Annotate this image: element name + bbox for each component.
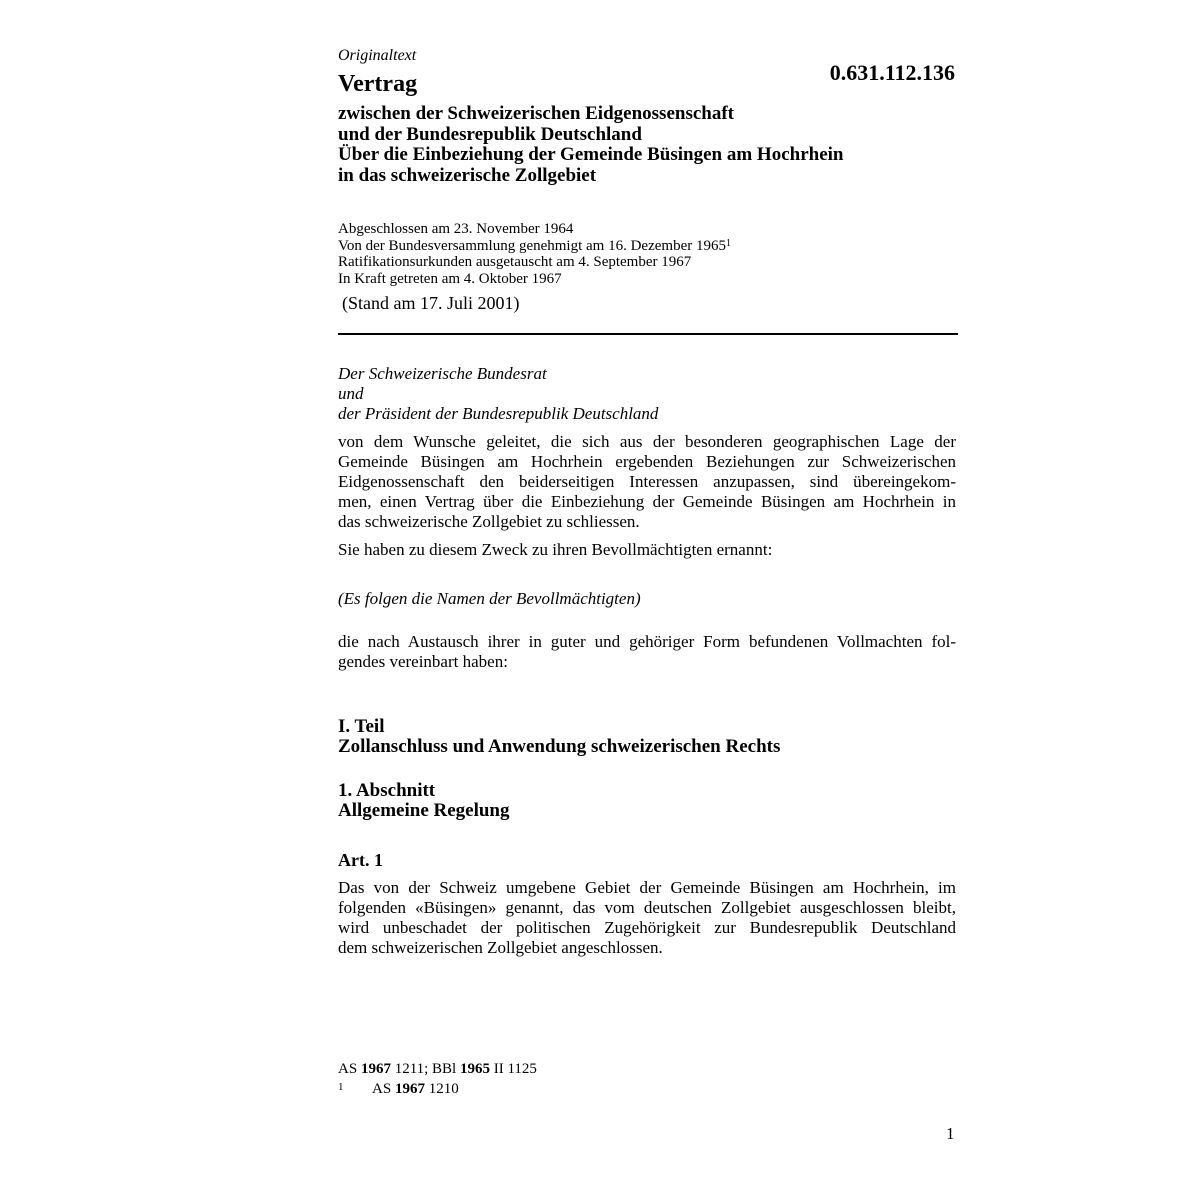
preamble-parties (338, 364, 658, 424)
plenipotentiaries-note: (Es folgen die Namen der Bevollmächtigten) (338, 589, 641, 608)
stand-date: (Stand am 17. Juli 2001) (342, 293, 520, 313)
concluded-date: Abgeschlossen am 23. November 1964 (338, 221, 574, 237)
source-reference (338, 1059, 537, 1079)
text-line: von dem Wunsche geleitet, die sich aus der besonderen geographischen Lage der (338, 432, 956, 451)
footnote-suffix: 1210 (424, 1081, 459, 1097)
document-title: Vertrag (338, 71, 418, 97)
article-heading: Art. 1 (338, 850, 383, 870)
section-title: Allgemeine Regelung (338, 800, 510, 821)
text-line: gendes vereinbart haben: (338, 652, 508, 671)
approved-date: Von der Bundesversammlung genehmigt am 16. Dezember 1965 (338, 237, 726, 254)
preamble-paragraph (338, 432, 956, 532)
source-suffix: II 1125 (489, 1061, 537, 1077)
original-text-label: Originaltext (338, 47, 417, 64)
footnote-1 (338, 1079, 537, 1099)
footnote-prefix: AS (372, 1081, 395, 1097)
text-line: wird unbeschadet der politischen Zugehörigkeit zur Bundesrepublik Deutschland (338, 918, 956, 937)
text-line: die nach Austausch ihrer in guter und gehöriger Form befundenen Vollmachten fol- (338, 632, 956, 651)
section-label: 1. Abschnitt (338, 780, 436, 801)
source-prefix: AS (338, 1061, 361, 1077)
treaty-dates (338, 221, 731, 287)
party-conjunction: und (338, 384, 364, 403)
article-paragraph (338, 878, 956, 958)
agreement-paragraph (338, 632, 956, 672)
party-swiss: Der Schweizerische Bundesrat (338, 364, 547, 383)
part-title: Zollanschluss und Anwendung schweizerischen Rechts (338, 736, 781, 757)
plenipotentiaries-paragraph: Sie haben zu diesem Zweck zu ihren Bevollmächtigten ernannt: (338, 540, 773, 559)
part-heading (338, 717, 780, 757)
text-line: Gemeinde Büsingen am Hochrhein ergebenden Beziehungen zur Schweizerischen (338, 452, 956, 471)
document-subtitle (338, 104, 843, 186)
ratification-date: Ratifikationsurkunden ausgetauscht am 4. September 1967 (338, 254, 692, 270)
party-german: der Präsident der Bundesrepublik Deutschland (338, 404, 659, 423)
footnote-year: 1967 (394, 1081, 425, 1097)
text-line: folgenden «Büsingen» genannt, das vom deutschen Zollgebiet ausgeschlossen bleibt, (338, 898, 956, 917)
part-label: I. Teil (338, 716, 385, 737)
subtitle-line: in das schweizerische Zollgebiet (338, 164, 597, 186)
page-number: 1 (946, 1124, 955, 1143)
subtitle-line: zwischen der Schweizerischen Eidgenossenschaft (338, 103, 734, 124)
footnote-mark: 1 (338, 1081, 344, 1093)
text-line: men, einen Vertrag über die Einbeziehung der Gemeinde Büsingen am Hochrhein in (338, 492, 956, 511)
source-year: 1967 (360, 1061, 391, 1077)
sr-number: 0.631.112.136 (829, 60, 955, 85)
footnotes (338, 1059, 537, 1099)
source-year: 1965 (459, 1061, 490, 1077)
section-heading (338, 781, 510, 821)
approved-date-line (338, 238, 731, 255)
text-line: Eidgenossenschaft den beiderseitigen Interessen anzupassen, sind übereingekom- (338, 472, 956, 491)
text-line: das schweizerische Zollgebiet zu schliessen. (338, 512, 640, 531)
footnote-ref[interactable]: 1 (725, 237, 731, 249)
subtitle-line: Über die Einbeziehung der Gemeinde Büsingen am Hochrhein (338, 144, 844, 165)
header-divider (338, 333, 958, 335)
in-force-date: In Kraft getreten am 4. Oktober 1967 (338, 270, 562, 287)
text-line: dem schweizerischen Zollgebiet angeschlossen. (338, 938, 663, 957)
text-line: Das von der Schweiz umgebene Gebiet der Gemeinde Büsingen am Hochrhein, im (338, 878, 956, 897)
source-mid: 1211; BBl (390, 1061, 460, 1077)
subtitle-line: und der Bundesrepublik Deutschland (338, 123, 642, 145)
